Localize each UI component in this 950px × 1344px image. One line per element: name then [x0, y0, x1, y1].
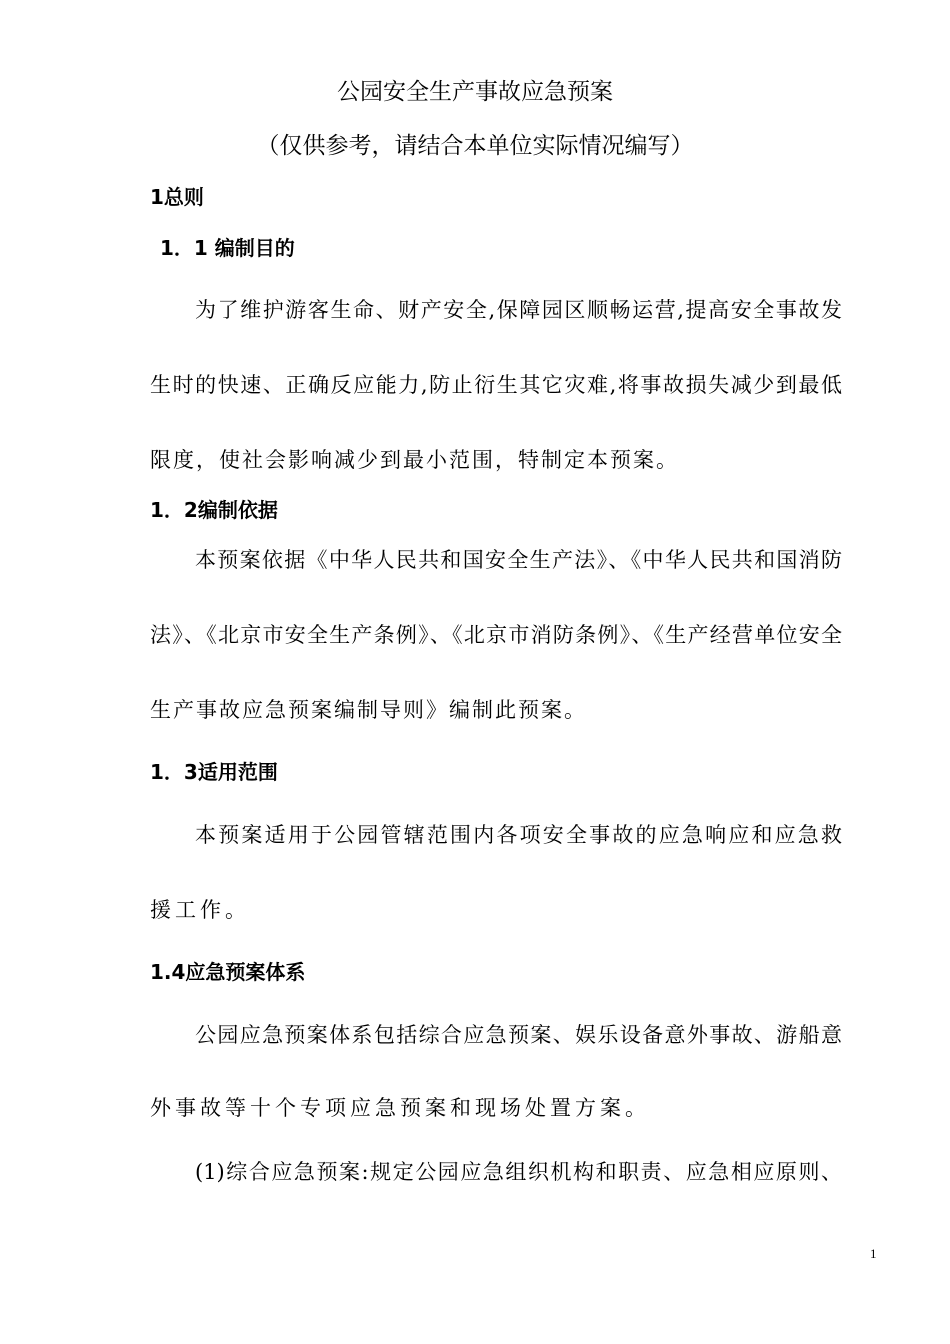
paragraph-line: 法》、《北京市安全生产条例》、《北京市消防条例》、《生产经营单位安全 [150, 623, 842, 647]
paragraph-line: 生时的快速、正确反应能力,防止衍生其它灾难,将事故损失减少到最低 [150, 373, 842, 397]
paragraph-line: (1)综合应急预案:规定公园应急组织机构和职责、应急相应原则、 [195, 1160, 842, 1184]
paragraph-line: 本预案依据《中华人民共和国安全生产法》、《中华人民共和国消防 [195, 548, 842, 572]
page-number: 1 [870, 1246, 877, 1261]
section-heading-1-4: 1.4应急预案体系 [150, 960, 306, 984]
paragraph-line: 生产事故应急预案编制导则》编制此预案。 [150, 698, 587, 722]
paragraph-line: 本预案适用于公园管辖范围内各项安全事故的应急响应和应急救 [195, 823, 842, 847]
section-heading-1-2: 1．2编制依据 [150, 498, 278, 522]
section-heading-1-1: 1．1 编制目的 [160, 236, 295, 260]
section-heading-1: 1总则 [150, 185, 204, 209]
paragraph-line: 限度，使社会影响减少到最小范围，特制定本预案。 [150, 448, 679, 472]
paragraph-line: 公园应急预案体系包括综合应急预案、娱乐设备意外事故、游船意 [195, 1023, 842, 1047]
paragraph-line: 外事故等十个专项应急预案和现场处置方案。 [150, 1096, 650, 1120]
paragraph-line: 为了维护游客生命、财产安全,保障园区顺畅运营,提高安全事故发 [195, 298, 842, 322]
paragraph-line: 援工作。 [150, 898, 250, 922]
section-heading-1-3: 1．3适用范围 [150, 760, 278, 784]
document-title: 公园安全生产事故应急预案 [337, 79, 613, 105]
document-subtitle: （仅供参考，请结合本单位实际情况编写） [256, 133, 694, 159]
